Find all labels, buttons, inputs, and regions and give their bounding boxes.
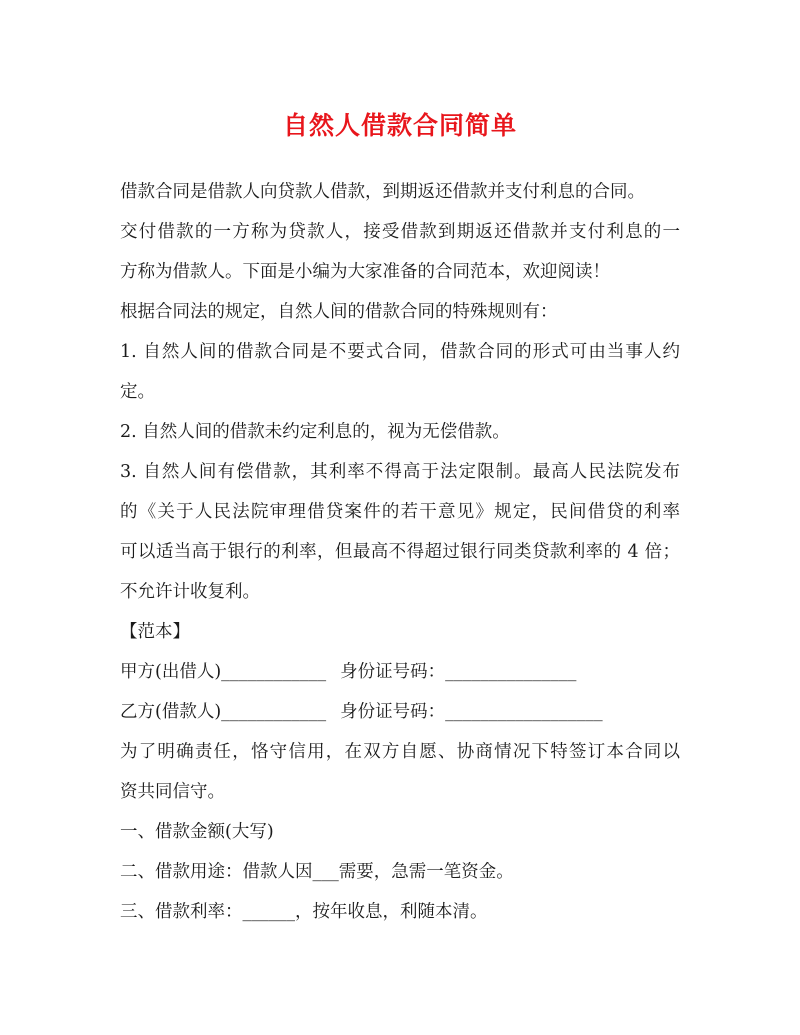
party-b-line [120, 692, 680, 732]
document-body [120, 172, 680, 932]
paragraph-line: 定。 [120, 382, 155, 402]
paragraph-line: 为了明确责任，恪守信用，在双方自愿、协商情况下特签订本合同以 [120, 742, 680, 762]
paragraph-line: 资共同信守。 [120, 782, 225, 802]
paragraph-line: 不允许计收复利。 [120, 582, 260, 602]
paragraph-line: 3. 自然人间有偿借款，其利率不得高于法定限制。最高人民法院发布 [120, 462, 680, 482]
party-a-label: 甲方(出借人)____________ [120, 662, 327, 682]
clause-line: 二、借款用途：借款人因___需要，急需一笔资金。 [120, 862, 514, 882]
party-a-id-label: 身份证号码：_______________ [340, 662, 577, 682]
clause-line: 一、借款金额(大写) [120, 822, 274, 842]
clause-line: 三、借款利率：______，按年收息，利随本清。 [120, 902, 488, 922]
paragraph-line: 方称为借款人。下面是小编为大家准备的合同范本，欢迎阅读！ [120, 262, 610, 282]
party-b-id-label: 身份证号码：__________________ [340, 702, 603, 722]
document-title: 自然人借款合同简单 [282, 111, 517, 140]
section-heading: 【范本】 [120, 622, 190, 642]
paragraph-line: 借款合同是借款人向贷款人借款，到期返还借款并支付利息的合同。 [120, 182, 645, 202]
paragraph-line: 可以适当高于银行的利率，但最高不得超过银行同类贷款利率的 4 倍； [120, 542, 680, 562]
paragraph-line: 交付借款的一方称为贷款人，接受借款到期返还借款并支付利息的一 [120, 222, 680, 242]
party-a-line [120, 652, 680, 692]
paragraph-line: 根据合同法的规定，自然人间的借款合同的特殊规则有： [120, 302, 558, 322]
paragraph-line: 1. 自然人间的借款合同是不要式合同，借款合同的形式可由当事人约 [120, 342, 680, 362]
paragraph-line: 的《关于人民法院审理借贷案件的若干意见》规定，民间借贷的利率 [120, 502, 680, 522]
paragraph-line: 2. 自然人间的借款未约定利息的，视为无偿借款。 [120, 422, 510, 442]
party-b-label: 乙方(借款人)____________ [120, 702, 327, 722]
